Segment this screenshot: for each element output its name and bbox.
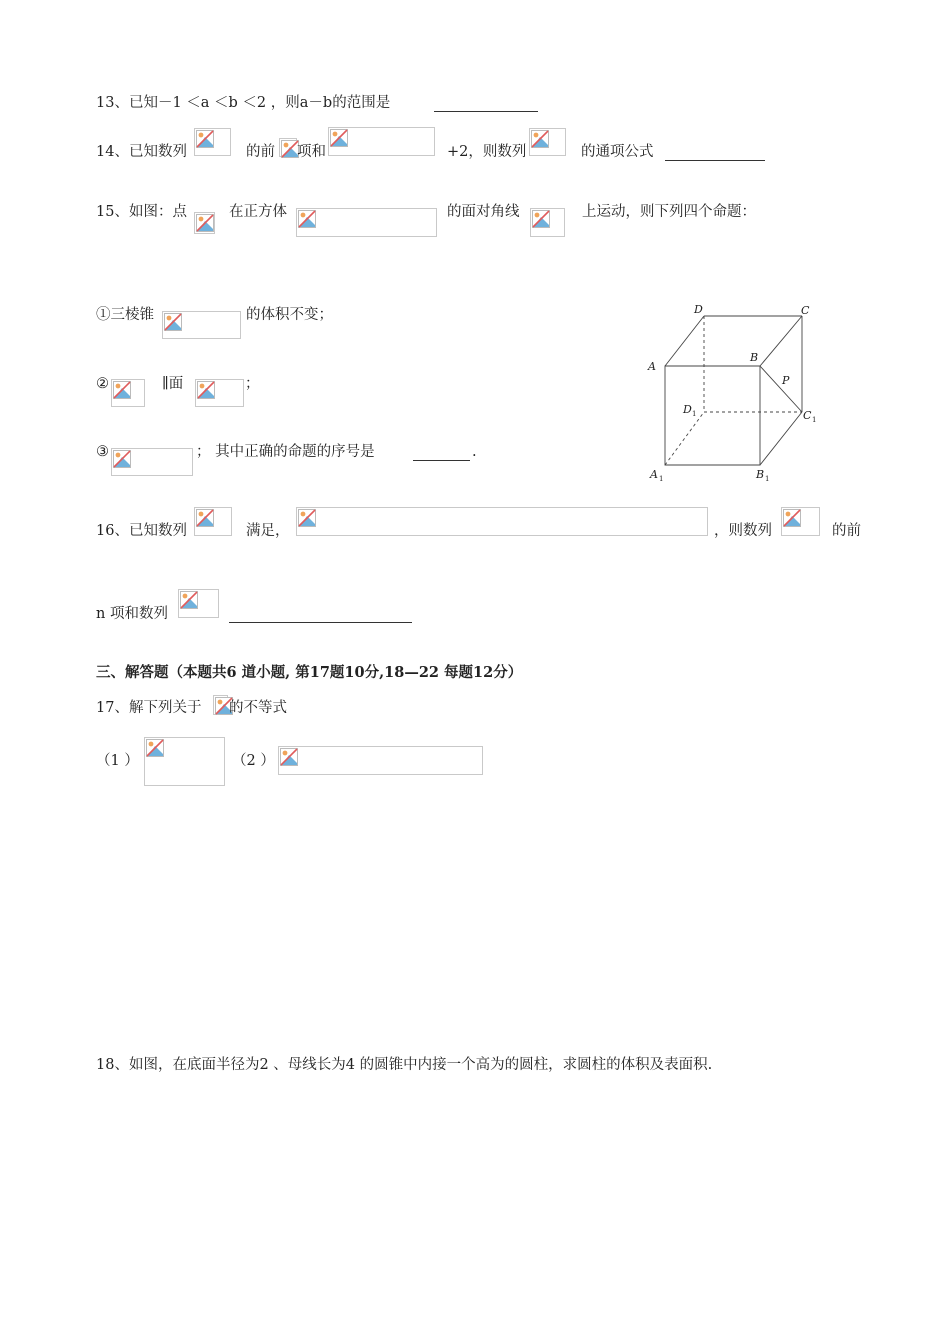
formula-image (144, 737, 225, 786)
prop2-tail: ； (245, 376, 260, 392)
q15-text-a: 15、如图：点 (96, 204, 187, 220)
q13-answer-blank[interactable] (434, 111, 538, 112)
formula-image (213, 695, 228, 715)
broken-image-icon (197, 381, 215, 399)
broken-image-icon (196, 509, 214, 527)
broken-image-icon (113, 381, 131, 399)
q14-text-a: 14、已知数列 (96, 144, 187, 160)
q17-text: 17、解下列关于 (96, 700, 202, 716)
formula-image (328, 127, 435, 156)
prop2-text: ② (96, 376, 109, 392)
broken-image-icon (298, 509, 316, 527)
broken-image-icon (783, 509, 801, 527)
q14-text-e: 的通项公式 (581, 144, 654, 160)
label-B: B (750, 351, 759, 364)
q18-text: 18、如图，在底面半径为2 、母线长为4 的圆锥中内接一个高为的圆柱，求圆柱的体积及表面积. (96, 1057, 713, 1073)
label-A1: A (650, 468, 658, 481)
label-C1-sub: 1 (812, 416, 817, 424)
q16-text-a: 16、已知数列 (96, 523, 187, 539)
q16-text-b: 满足， (246, 523, 290, 539)
q15-text-c: 的面对角线 (447, 204, 520, 220)
formula-image (194, 128, 231, 156)
formula-image (194, 507, 232, 536)
label-D1-sub: 1 (692, 410, 697, 418)
prop3-end: . (472, 444, 477, 460)
q14-text-b: 的前 (246, 144, 275, 160)
q17-tail: 的不等式 (229, 700, 287, 716)
formula-image (162, 311, 241, 339)
formula-image (194, 212, 215, 234)
cube-figure (640, 298, 820, 483)
prop3-tail: ； 其中正确的命题的序号是 (196, 444, 375, 460)
broken-image-icon (531, 130, 549, 148)
prop1-text: ①三棱锥 (96, 307, 154, 323)
formula-image (530, 208, 565, 237)
formula-image (296, 208, 437, 237)
broken-image-icon (298, 210, 316, 228)
q14-answer-blank[interactable] (665, 160, 765, 161)
formula-image (178, 589, 219, 618)
prop2-mid: ∥面 (162, 376, 184, 392)
broken-image-icon (280, 748, 298, 766)
label-D: D (694, 303, 703, 316)
prop1-tail: 的体积不变； (246, 307, 333, 323)
formula-image (529, 128, 566, 156)
q16-text-e: n 项和数列 (96, 606, 168, 622)
broken-image-icon (532, 210, 550, 228)
q15-text-d: 上运动，则下列四个命题： (582, 204, 756, 220)
q14-text-c: 项和 (297, 144, 326, 160)
label-C1: C (803, 409, 812, 422)
q16-text-c: ，则数列 (714, 523, 772, 539)
broken-image-icon (180, 591, 198, 609)
label-B1-sub: 1 (765, 475, 770, 483)
formula-image (296, 507, 708, 536)
broken-image-icon (146, 739, 164, 757)
q16-answer-blank[interactable] (229, 622, 412, 623)
q15-text-b: 在正方体 (229, 204, 287, 220)
broken-image-icon (113, 450, 131, 468)
section-3-title: 三、解答题（本题共6 道小题, 第17题10分,18—22 每题12分） (96, 664, 523, 681)
q17-part2-label: （2 ） (232, 753, 275, 769)
q17-part1-label: （1 ） (96, 753, 139, 769)
q14-text-d: +2，则数列 (447, 144, 527, 160)
formula-image (781, 507, 820, 536)
prop3-answer-blank[interactable] (413, 460, 470, 461)
formula-image (111, 448, 193, 476)
q13-text: 13、已知－1 ＜a ＜b ＜2 ，则a－b的范围是 (96, 95, 391, 111)
label-A: A (648, 360, 656, 373)
label-D1: D (683, 403, 692, 416)
prop3-text: ③ (96, 444, 109, 460)
label-C: C (801, 304, 810, 317)
q16-text-d: 的前 (832, 523, 861, 539)
label-P: P (782, 374, 790, 387)
label-B1: B (756, 468, 765, 481)
broken-image-icon (164, 313, 182, 331)
broken-image-icon (330, 129, 348, 147)
cube-front-face (665, 366, 760, 465)
formula-image (279, 138, 297, 157)
broken-image-icon (196, 130, 214, 148)
broken-image-icon (196, 214, 214, 232)
formula-image (195, 379, 244, 407)
label-A1-sub: 1 (659, 475, 664, 483)
formula-image (111, 379, 145, 407)
formula-image (278, 746, 483, 775)
